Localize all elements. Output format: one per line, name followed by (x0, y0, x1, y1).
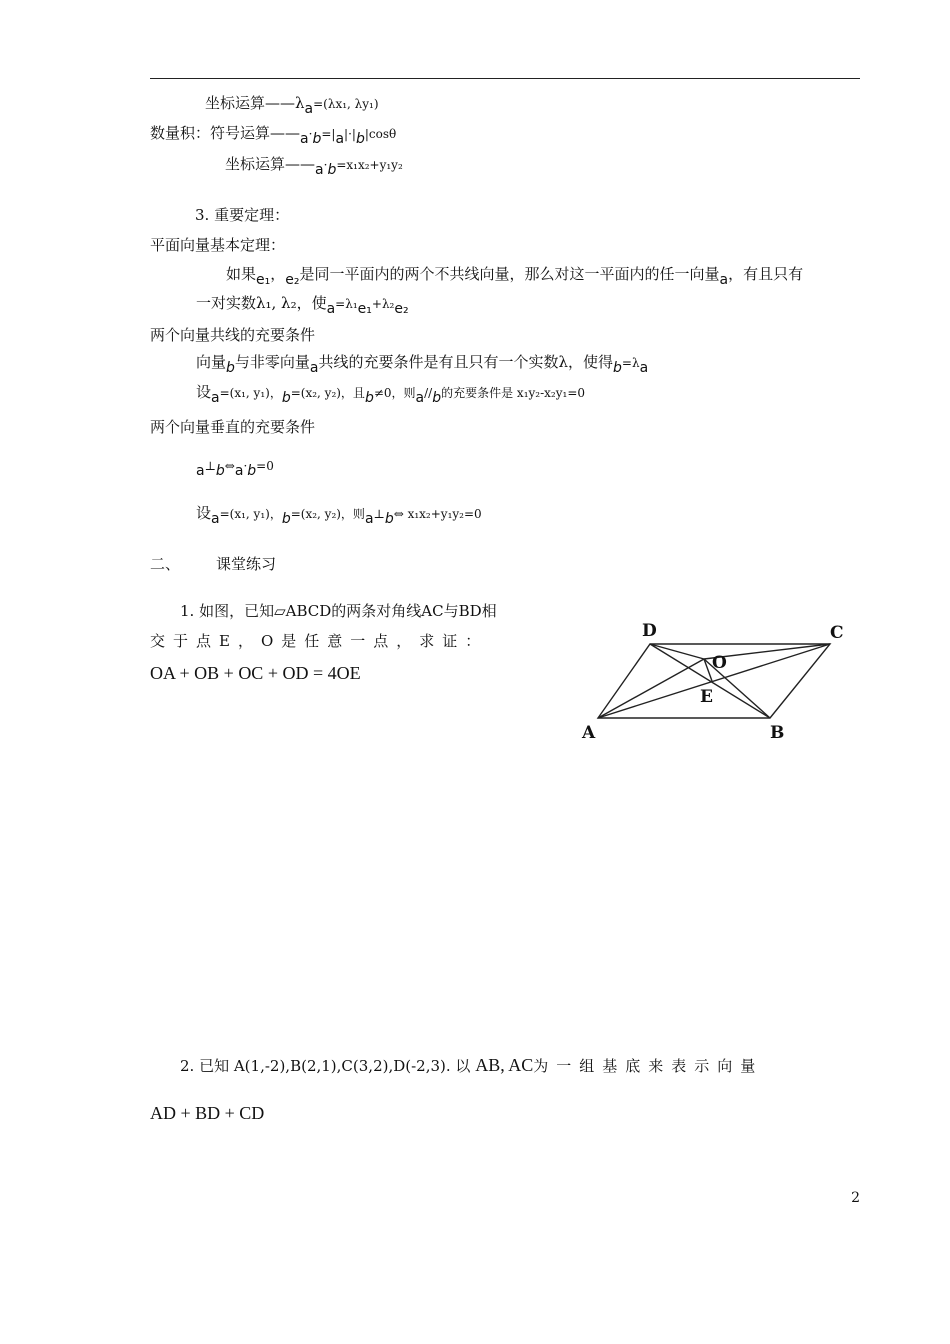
text: ⊥ (373, 507, 385, 521)
text: 为一组基底来表示向量 (533, 1057, 764, 1075)
label-d: D (642, 621, 657, 641)
vector-b: b (327, 162, 337, 178)
text: ， (270, 265, 286, 283)
line-perpendicular-2 (196, 502, 482, 525)
vector-b: b (432, 390, 442, 406)
vector-e2: e₂ (285, 272, 300, 288)
text: 1. 如图，已知▱ABCD的两条对角线AC与BD相 (180, 602, 497, 620)
vector-a: a (315, 162, 324, 178)
line-collinear-2 (196, 381, 585, 404)
text: 的充要条件是 x₁y₂-x₂y₁=0 (441, 386, 586, 400)
vector-b: b (613, 360, 622, 376)
text: =(x₁, y₁)， (219, 386, 282, 400)
line-perpendicular-1 (196, 454, 274, 477)
section-number: 二、 (150, 555, 181, 573)
vector-a: a (196, 463, 205, 479)
text: 交于点E，O是任意一点，求证： (150, 632, 489, 650)
section-classroom-exercises (150, 553, 276, 575)
segment-od (650, 644, 704, 659)
vector-a: a (639, 360, 649, 376)
text: =(x₁, y₁)， (219, 507, 282, 521)
text: · (243, 459, 248, 473)
vector-b: b (384, 511, 394, 527)
heading-perpendicular (150, 416, 315, 438)
text: 一对实数λ₁, λ₂，使 (196, 294, 327, 312)
text: 共线的充要条件是有且只有一个实数λ，使得 (318, 353, 614, 371)
text: 坐标运算—— (225, 155, 316, 173)
text: 3. 重要定理： (195, 206, 290, 224)
line-collinear-1 (196, 351, 648, 374)
formula: AD + BD + CD (150, 1103, 265, 1123)
text: +λ₂ (371, 297, 395, 311)
vector-a: a (335, 131, 345, 147)
vector-a: a (326, 301, 336, 317)
line-dot-product-symbol (150, 122, 396, 145)
vector-a: a (309, 360, 319, 376)
vector-a: a (234, 463, 244, 479)
text: =0 (256, 459, 274, 473)
vector-b: b (226, 360, 235, 376)
text: 课堂练习 (216, 555, 277, 573)
text: 两个向量共线的充要条件 (150, 326, 316, 344)
vector-a: a (211, 390, 220, 406)
text: ⇔ x₁x₂+y₁y₂=0 (393, 507, 482, 521)
label-o: O (712, 653, 727, 673)
text: =| (321, 127, 336, 141)
section-important-theorems (195, 204, 289, 226)
line-dot-product-coordinate (225, 153, 403, 176)
page-number: 2 (851, 1190, 860, 1206)
vector-b: b (312, 131, 322, 147)
formula: AB, AC (475, 1055, 534, 1075)
text: =(x₂, y₂)，且 (290, 386, 365, 400)
vector-a: a (304, 101, 314, 117)
heading-basic-theorem (150, 234, 285, 256)
text: 两个向量垂直的充要条件 (150, 418, 316, 436)
line-basic-theorem-1 (226, 263, 803, 286)
text: =λ (621, 356, 640, 370)
exercise-1-line-2 (150, 630, 488, 652)
text: |·| (344, 127, 356, 141)
vector-b: b (281, 390, 291, 406)
text: 向量 (196, 353, 227, 371)
exercise-2-formula (150, 1102, 264, 1124)
text: 设 (196, 504, 212, 522)
text: =x₁x₂+y₁y₂ (336, 158, 403, 172)
line-basic-theorem-2 (196, 292, 409, 315)
text: ⇔ (224, 459, 235, 473)
label-a: A (582, 723, 596, 743)
vector-a: a (211, 511, 220, 527)
text: · (308, 127, 313, 141)
text: 是同一平面内的两个不共线向量，那么对这一平面内的任一向量 (299, 265, 720, 283)
vector-a: a (364, 511, 374, 527)
vector-b: b (364, 390, 374, 406)
vector-e1: e₁ (357, 301, 372, 317)
exercise-1-line-1 (180, 600, 497, 622)
label-c: C (830, 623, 844, 643)
text: 2. 已知 A(1,-2),B(2,1),C(3,2),D(-2,3). 以 (180, 1057, 471, 1075)
text: |cosθ (364, 127, 397, 141)
segment-oa (598, 659, 704, 718)
vector-b: b (281, 511, 291, 527)
text: =(λx₁, λy₁) (313, 97, 379, 111)
text: ≠0，则 (373, 386, 416, 400)
text: // (424, 386, 433, 400)
text: 数量积：符号运算—— (150, 124, 301, 142)
text: 坐标运算——λ (205, 94, 305, 112)
formula: OA + OB + OC + OD = 4OE (150, 663, 361, 683)
line-scalar-coordinate (205, 92, 379, 115)
text: 平面向量基本定理： (150, 236, 286, 254)
header-rule (150, 78, 860, 79)
text: 设 (196, 383, 212, 401)
label-e: E (700, 687, 713, 707)
text: ，有且只有 (728, 265, 804, 283)
vector-e2: e₂ (394, 301, 409, 317)
text: ⊥ (204, 459, 216, 473)
label-b: B (770, 723, 785, 743)
parallelogram-diagram (580, 618, 850, 746)
vector-b: b (215, 463, 225, 479)
text: =λ₁ (335, 297, 358, 311)
vector-a: a (415, 390, 425, 406)
exercise-2-line-1 (180, 1054, 763, 1077)
text: · (323, 158, 328, 172)
vector-b: b (247, 463, 257, 479)
text: 如果 (226, 265, 257, 283)
vector-a: a (719, 272, 729, 288)
exercise-1-formula (150, 662, 361, 684)
vector-a: a (300, 131, 309, 147)
vector-b: b (355, 131, 365, 147)
heading-collinear (150, 324, 315, 346)
text: 与非零向量 (234, 353, 310, 371)
vector-e1: e₁ (256, 272, 271, 288)
text: =(x₂, y₂)，则 (290, 507, 365, 521)
